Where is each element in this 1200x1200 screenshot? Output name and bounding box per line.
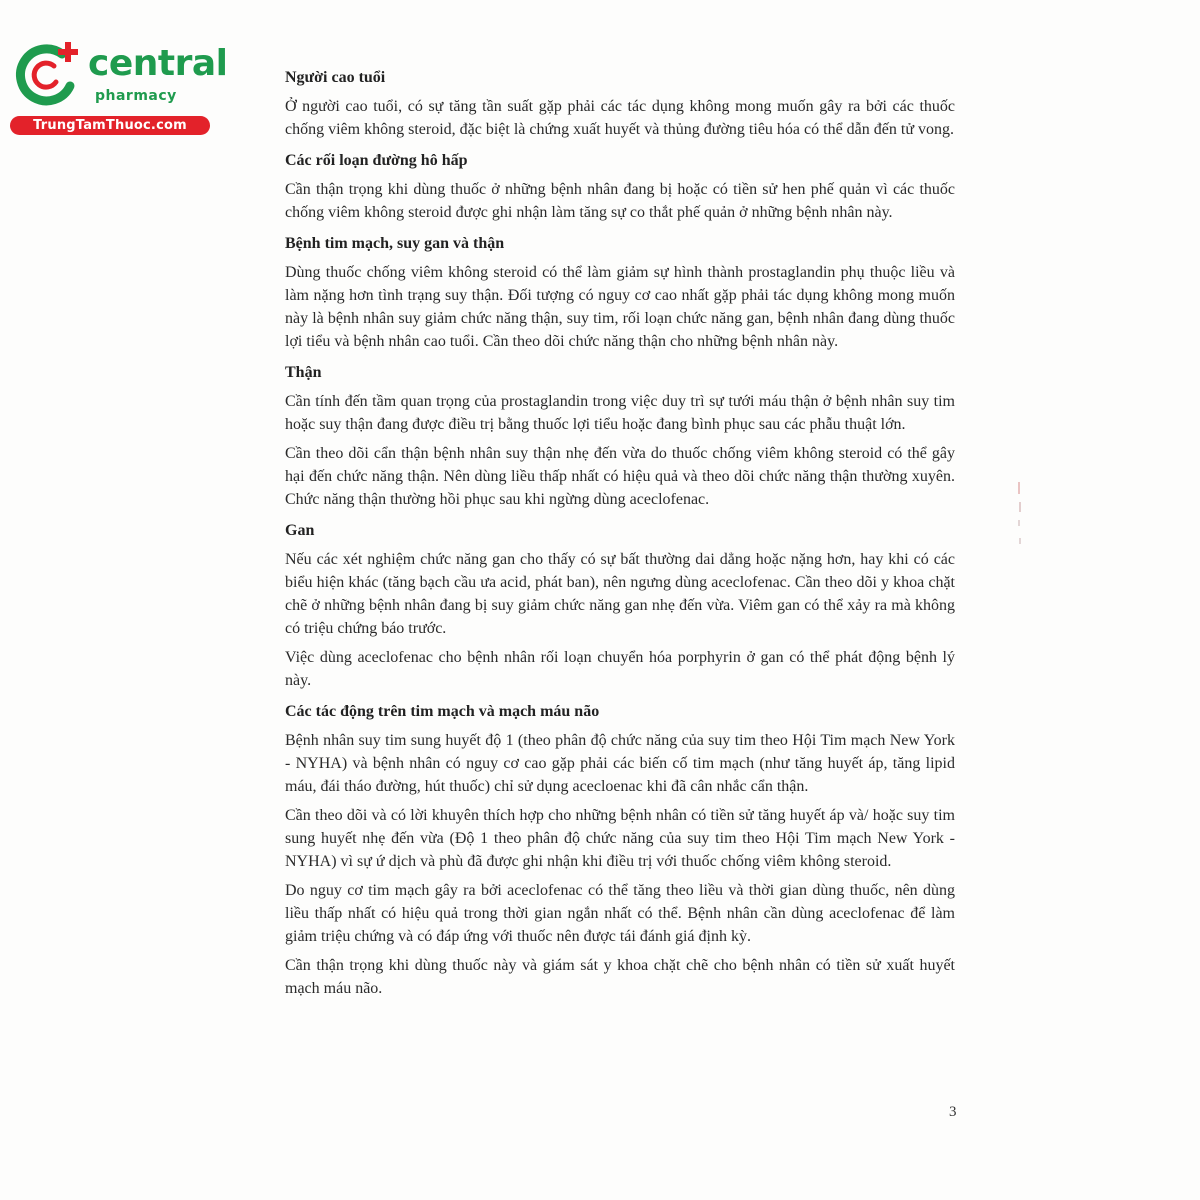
paragraph: Cần tính đến tầm quan trọng của prostaglandin trong việc duy trì sự tưới máu thận ở bệnh nhân suy tim hoặc suy thận đang được điều trị bằng thuốc lợi tiểu hoặc đang bình phục sau các phẫu thuật lớn. (285, 393, 955, 433)
paragraph: Ở người cao tuổi, có sự tăng tần suất gặp phải các tác dụng không mong muốn gây ra bởi các thuốc chống viêm không steroid, đặc biệt là chứng xuất huyết và thủng đường tiêu hóa có thể dẫn đến tử vong. (285, 98, 955, 138)
pharmacy-cross-icon (10, 38, 84, 110)
paragraph: Bệnh nhân suy tim sung huyết độ 1 (theo phân độ chức năng của suy tim theo Hội Tim mạch New York - NYHA) và bệnh nhân có nguy cơ cao gặp phải các biến cố tim mạch (như tăng huyết áp, tăng lipid máu, đái tháo đường, hút thuốc) chỉ sử dụng acecloenac khi đã cân nhắc cẩn thận. (285, 732, 955, 795)
paragraph: Nếu các xét nghiệm chức năng gan cho thấy có sự bất thường dai dẳng hoặc nặng hơn, hay khi có các biểu hiện khác (tăng bạch cầu ưa acid, phát ban), nên ngưng dùng aceclofenac. Cần theo dõi y khoa chặt chẽ ở những bệnh nhân đang bị suy giảm chức năng gan nhẹ đến vừa. Viêm gan có thể xảy ra mà không có triệu chứng báo trước. (285, 551, 955, 637)
paragraph: Dùng thuốc chống viêm không steroid có thể làm giảm sự hình thành prostaglandin phụ thuộc liều và làm nặng hơn tình trạng suy thận. Đối tượng có nguy cơ cao nhất gặp phải tác dụng không mong muốn này là bệnh nhân suy giảm chức năng thận, suy tim, rối loạn chức năng gan, bệnh nhân đang dùng thuốc lợi tiểu và bệnh nhân cao tuổi. Cần theo dõi chức năng thận cho những bệnh nhân này. (285, 264, 955, 350)
paragraph: Cần theo dõi cẩn thận bệnh nhân suy thận nhẹ đến vừa do thuốc chống viêm không steroid có thể gây hại đến chức năng thận. Nên dùng liều thấp nhất có hiệu quả và theo dõi chức năng thận thường xuyên. Chức năng thận thường hồi phục sau khi ngừng dùng aceclofenac. (285, 445, 955, 508)
logo-url-badge[interactable]: TrungTamThuoc.com (10, 116, 210, 135)
scan-edge-marks (1016, 480, 1024, 550)
page-number: 3 (949, 1104, 957, 1120)
logo-brand-name: central (88, 43, 228, 84)
heading-cerebrovascular: Các tác động trên tim mạch và mạch máu não (285, 703, 600, 720)
heading-elderly: Người cao tuổi (285, 69, 386, 86)
logo-tagline: pharmacy (95, 88, 177, 104)
paragraph: Cần thận trọng khi dùng thuốc ở những bệnh nhân đang bị hoặc có tiền sử hen phế quản vì các thuốc chống viêm không steroid được ghi nhận làm tăng sự co thắt phế quản ở những bệnh nhân này. (285, 181, 955, 221)
central-pharmacy-logo[interactable] (8, 38, 228, 138)
heading-liver: Gan (285, 522, 315, 539)
paragraph: Việc dùng aceclofenac cho bệnh nhân rối loạn chuyển hóa porphyrin ở gan có thể phát động bệnh lý này. (285, 649, 955, 689)
heading-kidney: Thận (285, 364, 322, 381)
paragraph: Do nguy cơ tim mạch gây ra bởi aceclofenac có thể tăng theo liều và thời gian dùng thuốc, nên dùng liều thấp nhất có hiệu quả trong thời gian ngắn nhất có thể. Bệnh nhân cần dùng aceclofenac để làm giảm triệu chứng và có đáp ứng với thuốc nên được tái đánh giá định kỳ. (285, 882, 955, 945)
paragraph: Cần theo dõi và có lời khuyên thích hợp cho những bệnh nhân có tiền sử tăng huyết áp và/ hoặc suy tim sung huyết nhẹ đến vừa (Độ 1 theo phân độ chức năng của suy tim theo Hội Tim mạch New York - NYHA) vì sự ứ dịch và phù đã được ghi nhận khi điều trị với thuốc chống viêm không steroid. (285, 807, 955, 870)
paragraph: Cần thận trọng khi dùng thuốc này và giám sát y khoa chặt chẽ cho bệnh nhân có tiền sử xuất huyết mạch máu não. (285, 957, 955, 997)
heading-respiratory: Các rối loạn đường hô hấp (285, 152, 468, 169)
heading-cardio-liver-kidney: Bệnh tim mạch, suy gan và thận (285, 235, 505, 252)
document-body (285, 66, 955, 1006)
